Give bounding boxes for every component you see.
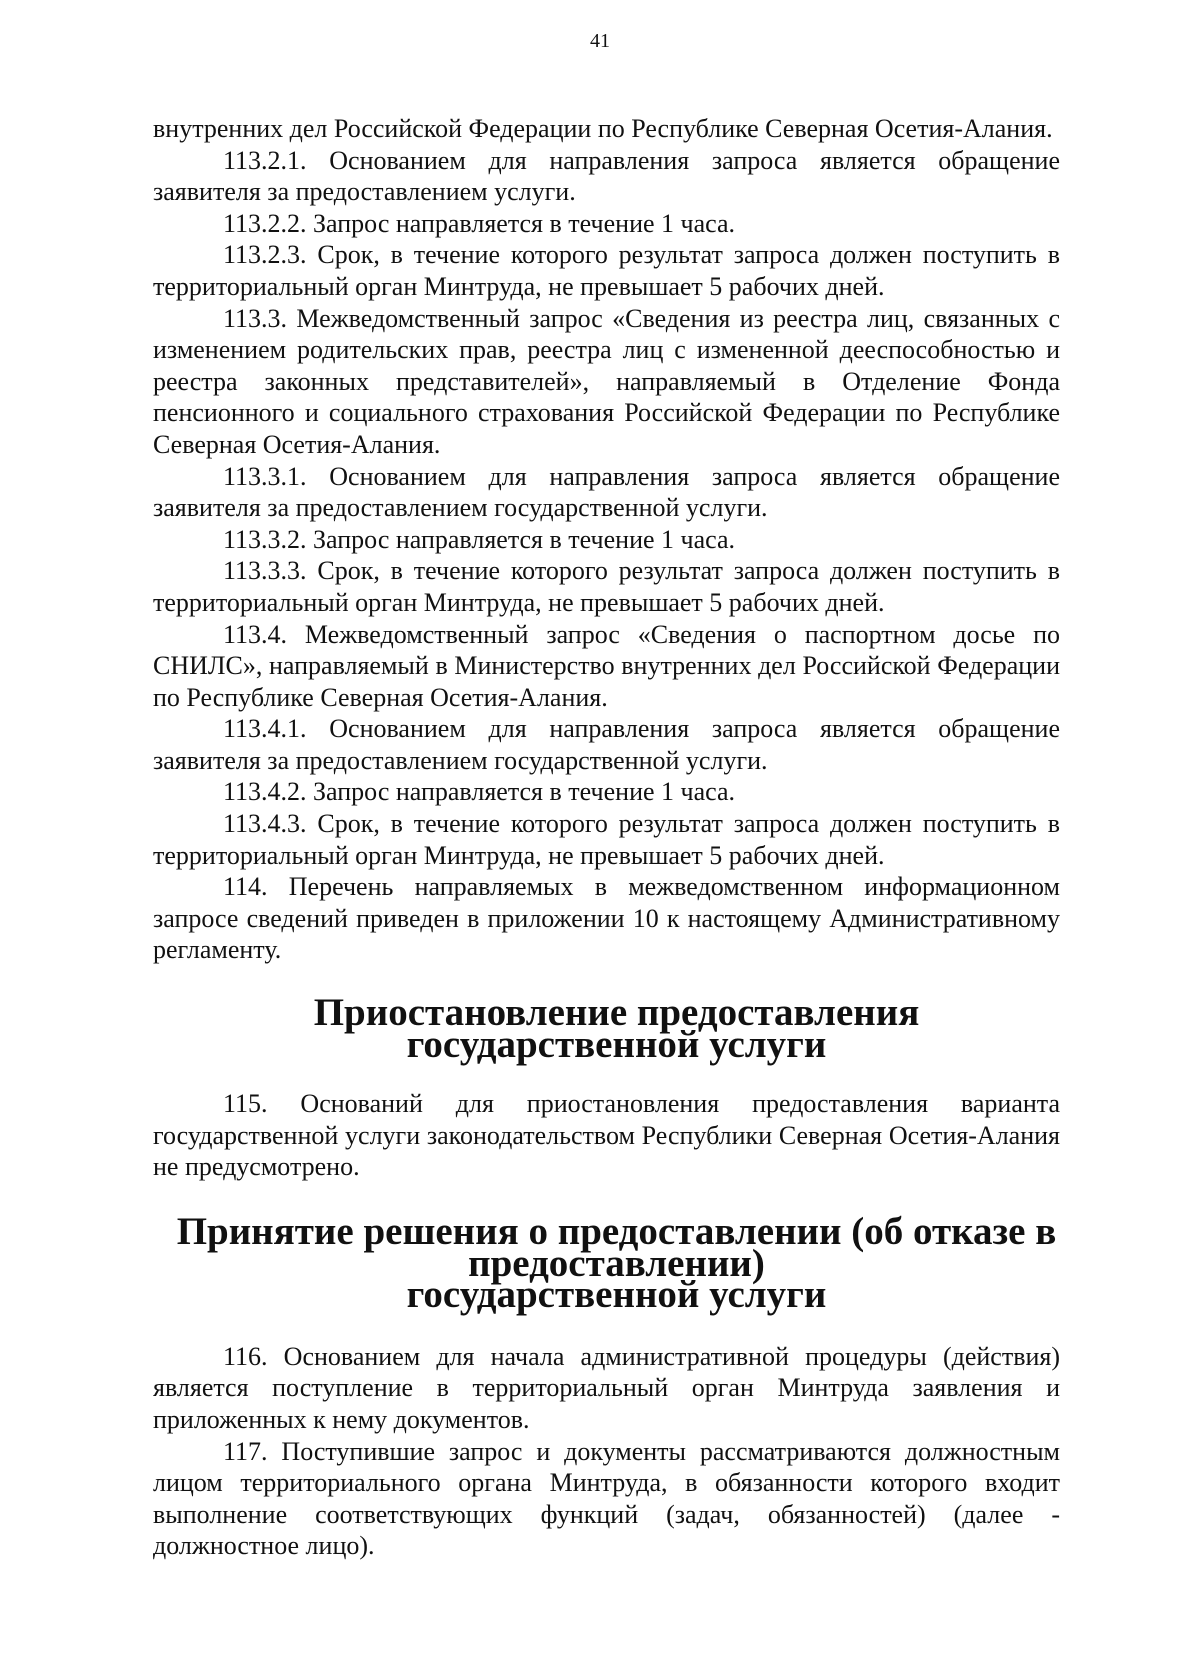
paragraph-113-2-3: 113.2.3. Срок, в течение которого результат запроса должен поступить в территориальный орган Минтруда, не превышает 5 рабочих дней. <box>153 240 1060 301</box>
section-heading-decision-line1: Принятие решения о предоставлении (об отказе в предоставлении) <box>176 1210 1057 1285</box>
paragraph-113-3-1: 113.3.1. Основанием для направления запроса является обращение заявителя за предоставлением государственной услуги. <box>153 461 1060 523</box>
paragraph-113-4-1: 113.4.1. Основанием для направления запроса является обращение заявителя за предоставлением государственной услуги. <box>153 714 1060 775</box>
paragraph-113-4-2: 113.4.2. Запрос направляется в течение 1 часа. <box>223 777 736 807</box>
paragraph-113-3-2: 113.3.2. Запрос направляется в течение 1 часа. <box>223 524 736 554</box>
paragraph-113-4-3: 113.4.3. Срок, в течение которого результат запроса должен поступить в территориальный орган Минтруда, не превышает 5 рабочих дней. <box>153 809 1060 870</box>
section-heading-suspension-text: Приостановление предоставления государственной услуги <box>313 991 920 1066</box>
section-heading-decision-line2: государственной услуги <box>406 1273 827 1317</box>
section-heading-decision <box>153 1210 1060 1317</box>
paragraph-114: 114. Перечень направляемых в межведомственном информационном запросе сведений приведен в приложении 10 к настоящему Административному регламенту. <box>153 872 1060 965</box>
paragraph-113-3-3: 113.3.3. Срок, в течение которого результат запроса должен поступить в территориальный орган Минтруда, не превышает 5 рабочих дней. <box>153 556 1060 617</box>
page-number: 41 <box>590 30 610 52</box>
paragraph-116: 116. Основанием для начала административной процедуры (действия) является поступление в территориальный орган Минтруда заявления и приложенных к нему документов. <box>153 1341 1060 1434</box>
paragraph-113-2-1: 113.2.1. Основанием для направления запроса является обращение заявителя за предоставлением услуги. <box>153 145 1060 207</box>
paragraph-117: 117. Поступившие запрос и документы рассматриваются должностным лицом территориального органа Минтруда, в обязанности которого входит выполнение соответствующих функций (задач, обязанностей) (далее - должностное лицо). <box>153 1436 1060 1561</box>
paragraph-113-4: 113.4. Межведомственный запрос «Сведения о паспортном досье по СНИЛС», направляемый в Министерство внутренних дел Российской Федерации по Республике Северная Осетия-Алания. <box>153 619 1060 712</box>
paragraph-115: 115. Оснований для приостановления предоставления варианта государственной услуги законодательством Республики Северная Осетия-Алания не предусмотрено. <box>153 1089 1060 1182</box>
section-heading-suspension <box>153 991 1060 1066</box>
paragraph-continuation: внутренних дел Российской Федерации по Республике Северная Осетия-Алания. <box>153 114 1053 143</box>
paragraph-113-3: 113.3. Межведомственный запрос «Сведения из реестра лиц, связанных с изменением родительских прав, реестра лиц с измененной дееспособностью и реестра законных представителей», направляемый в Отделение Фонда пенсионного и социального страхования Российской Федерации по Республике Северная Осетия-Алания. <box>153 303 1060 459</box>
paragraph-113-2-2: 113.2.2. Запрос направляется в течение 1 часа. <box>223 208 736 238</box>
document-body <box>153 113 1060 1562</box>
